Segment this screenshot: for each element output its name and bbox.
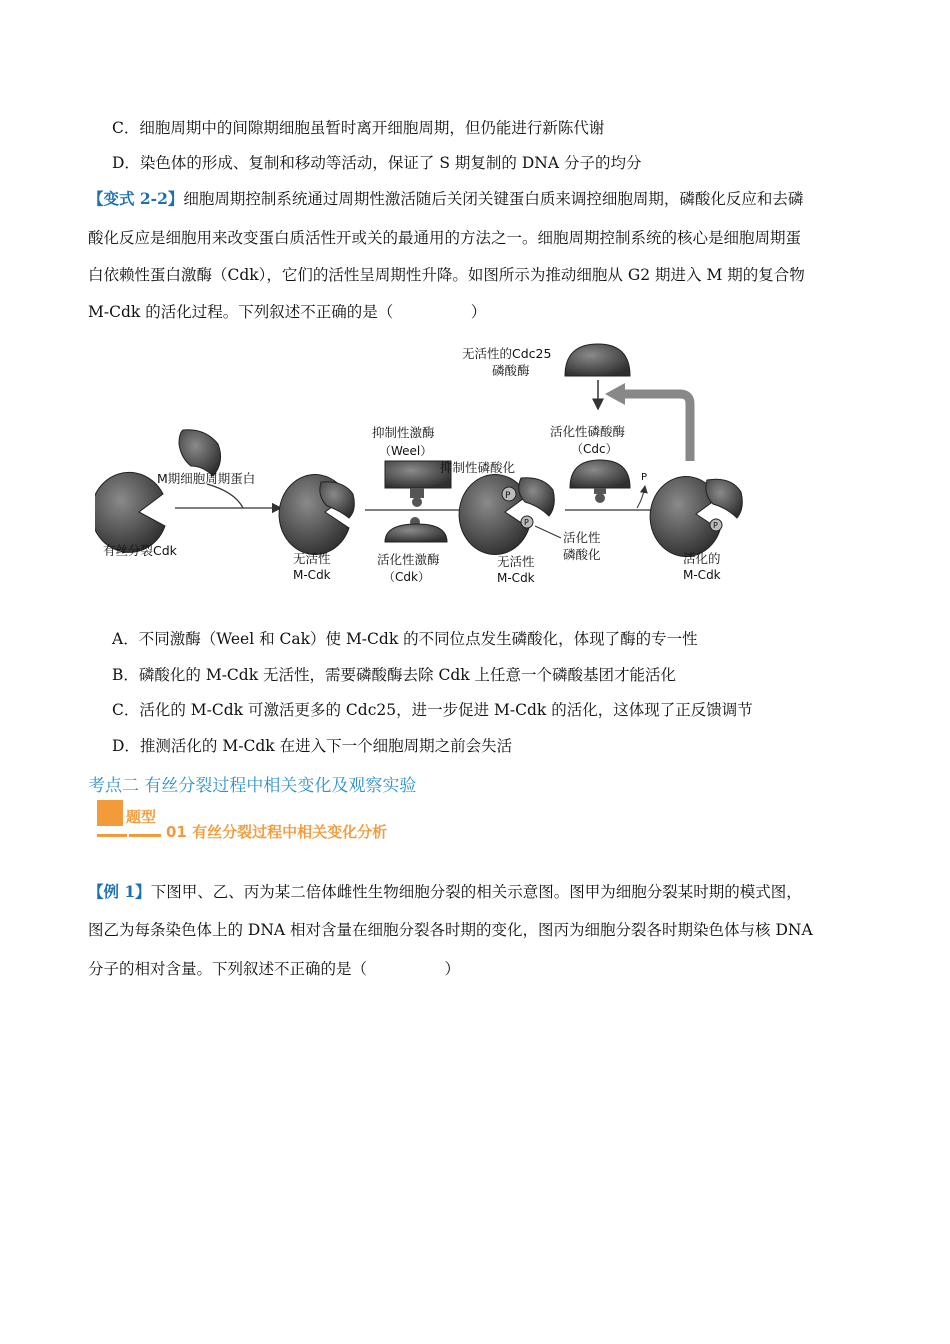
example-line-1 (88, 882, 802, 902)
variant-question-line-2: 酸化反应是细胞用来改变蛋白质活性开或关的最通用的方法之一。细胞周期控制系统的核心是细胞周期蛋 (88, 229, 802, 247)
badge-label: 题型 (126, 808, 157, 826)
cdc25-dome-icon (565, 344, 630, 376)
example-line-3: 分子的相对含量。下列叙述不正确的是（ ） (88, 960, 461, 978)
example-text: 下图甲、乙、丙为某二倍体雌性生物细胞分裂的相关示意图。图甲为细胞分裂某时期的模式图， (150, 883, 802, 901)
act-phosphatase-label-1: 活化性磷酸酶 (550, 424, 626, 439)
option-d: D．推测活化的 M-Cdk 在进入下一个细胞周期之前会失活 (112, 737, 513, 755)
released-p-text: P (641, 472, 648, 483)
active-p-text: P (713, 521, 718, 530)
badge-square-icon (97, 800, 123, 826)
option-d-prev: D．染色体的形成、复制和移动等活动，保证了 S 期复制的 DNA 分子的均分 (112, 154, 642, 172)
inactive-2-label-1: 无活性 (497, 554, 535, 569)
badge-underline-2 (129, 834, 161, 837)
act-phos-label-2: 磷酸化 (563, 547, 601, 562)
option-a: A．不同激酶（Weel 和 Cak）使 M-Cdk 的不同位点发生磷酸化，体现了酶的专一性 (112, 630, 698, 648)
feedback-arrow-head (605, 383, 625, 405)
act-phosphatase-label-2: （Cdc） (571, 442, 618, 456)
variant-question-line-1 (88, 189, 803, 209)
question-type-title: 01 有丝分裂过程中相关变化分析 (166, 823, 388, 841)
section-title: 考点二 有丝分裂过程中相关变化及观察实验 (88, 776, 417, 796)
act-kinase-label-1: 活化性激酶 (377, 552, 440, 567)
cdc25-label-1: 无活性的Cdc25 (462, 346, 552, 361)
cdc25-label-2: 磷酸酶 (492, 363, 530, 378)
active-phosphatase-icon (570, 460, 630, 503)
badge-underline-1 (97, 834, 127, 837)
cdk-label: 有丝分裂Cdk (103, 543, 177, 558)
option-c: C．活化的 M-Cdk 可激活更多的 Cdc25，进一步促进 M-Cdk 的活化，这体现了正反馈调节 (112, 701, 753, 719)
feedback-arrow-shaft (623, 394, 690, 461)
p-release-arrow (637, 486, 645, 508)
option-b: B．磷酸化的 M-Cdk 无活性，需要磷酸酶去除 Cdk 上任意一个磷酸基团才能活化 (112, 666, 677, 684)
m-cdk-activation-diagram (95, 336, 755, 592)
active-label-1: 活化的 (683, 551, 721, 566)
active-mcdk-icon (650, 477, 742, 557)
cdk-activating-kinase-icon (385, 517, 447, 542)
act-phos-label-1: 活化性 (563, 530, 601, 545)
p-act-text: P (524, 518, 529, 527)
inhib-phos-label: 抑制性磷酸化 (440, 460, 516, 475)
option-c-prev: C．细胞周期中的间隙期细胞虽暂时离开细胞周期，但仍能进行新陈代谢 (112, 119, 605, 137)
act-phos-pointer (535, 526, 561, 538)
cyclin-icon (179, 430, 221, 476)
cyclin-curve (207, 484, 243, 508)
question-type-badge (97, 800, 167, 842)
act-kinase-label-2: （Cdk） (383, 570, 430, 584)
cyclin-label: M期细胞周期蛋白 (157, 471, 256, 486)
phosphorylated-mcdk-icon (459, 475, 554, 555)
p-inhib-text: P (505, 491, 511, 501)
inactive-1-label-2: M-Cdk (293, 568, 331, 582)
variant-question-line-3: 白依赖性蛋白激酶（Cdk），它们的活性呈周期性升降。如图所示为推动细胞从 G2 期进入 M 期的复合物 (88, 266, 805, 284)
weel-label-2: （Weel） (379, 444, 433, 458)
variant-question-line-4: M-Cdk 的活化过程。下列叙述不正确的是（ ） (88, 303, 487, 321)
example-tag: 【例 1】 (88, 882, 151, 901)
inactive-mcdk-icon-1 (279, 475, 354, 555)
inactive-1-label-1: 无活性 (293, 551, 331, 566)
cdk-pacman-icon (95, 472, 165, 552)
active-label-2: M-Cdk (683, 568, 721, 582)
example-line-2: 图乙为每条染色体上的 DNA 相对含量在细胞分裂各时期的变化，图丙为细胞分裂各时期染色体与核 DNA (88, 921, 813, 939)
variant-tag: 【变式 2-2】 (88, 189, 184, 208)
weel-label-1: 抑制性激酶 (372, 425, 435, 440)
variant-text: 细胞周期控制系统通过周期性激活随后关闭关键蛋白质来调控细胞周期，磷酸化反应和去磷 (183, 190, 804, 208)
inactive-2-label-2: M-Cdk (497, 571, 535, 585)
